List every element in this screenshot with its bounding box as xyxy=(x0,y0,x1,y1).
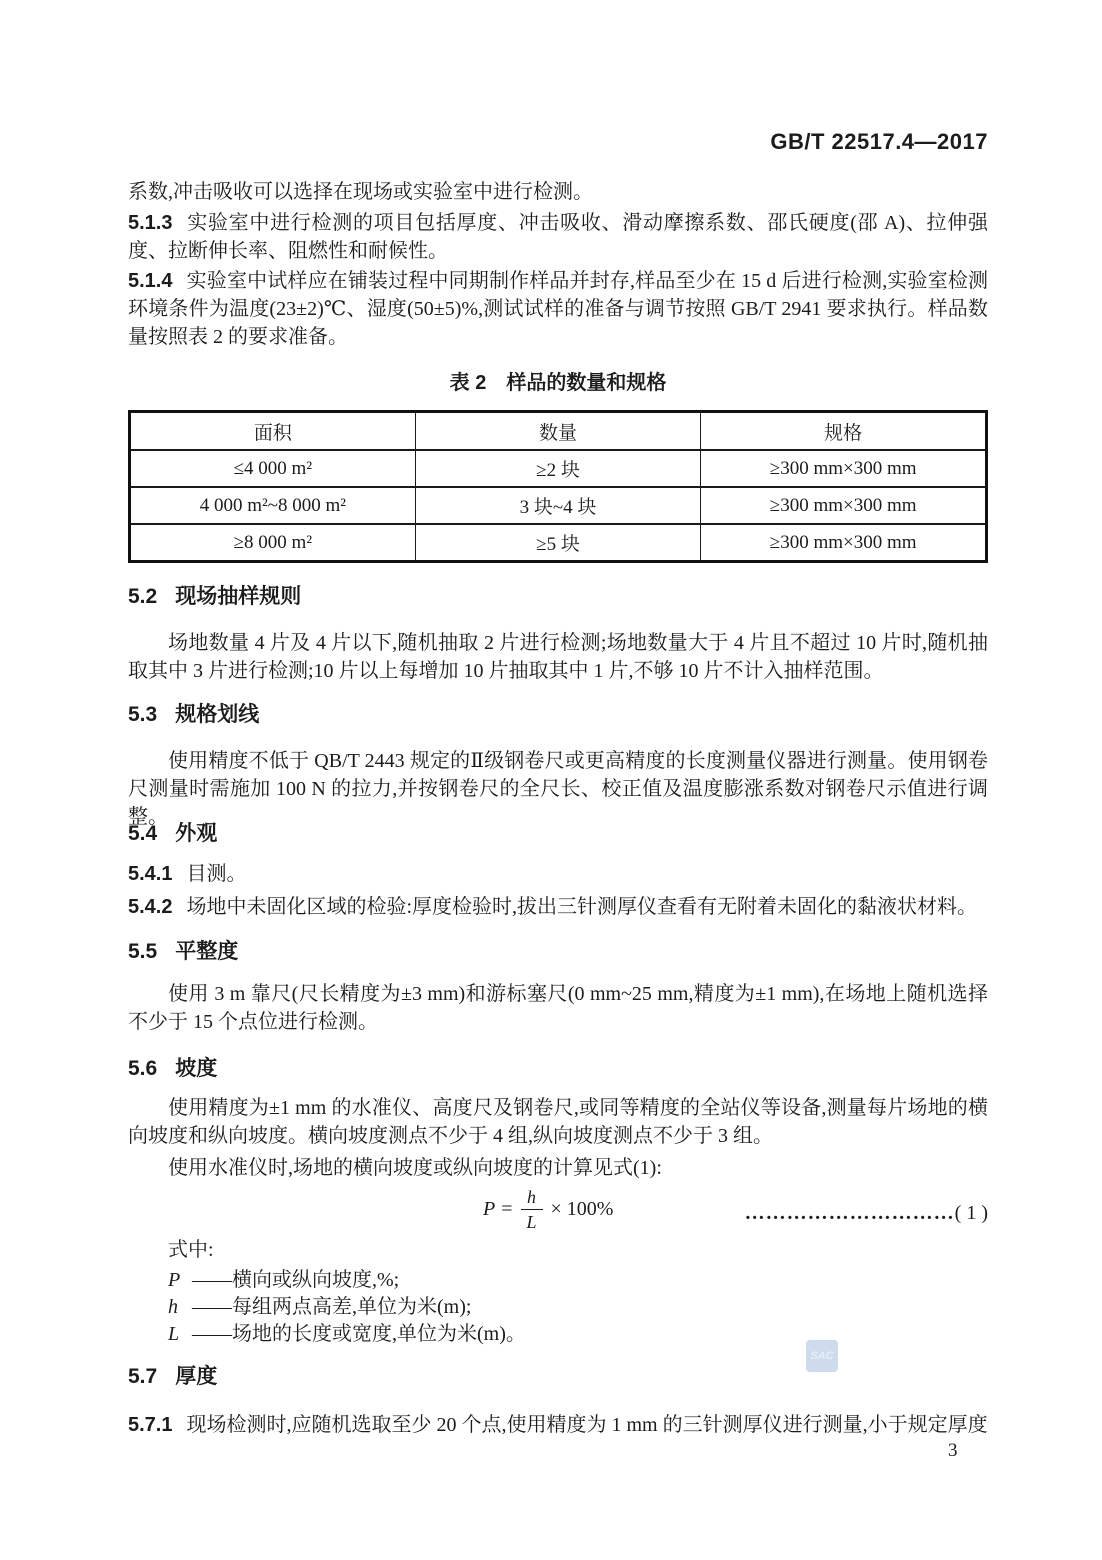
definition-text: ——横向或纵向坡度,%; xyxy=(192,1269,400,1291)
clause-text: 实验室中试样应在铺装过程中同期制作样品并封存,样品至少在 15 d 后进行检测,实验室检测环境条件为温度(23±2)℃、湿度(50±5)%,测试试样的准备与调节按照 GB/T 2941 要求执行。样品数量按照表 2 的要求准备。 xyxy=(128,270,988,348)
definition-text: ——每组两点高差,单位为米(m); xyxy=(192,1296,472,1318)
clause-number: 5.7.1 xyxy=(128,1414,173,1436)
clause-5-4-2 xyxy=(128,893,988,921)
definition-l xyxy=(128,1320,1028,1348)
section-title: 平整度 xyxy=(175,940,239,963)
clause-5-1-3 xyxy=(128,209,988,265)
section-5-6-paragraph-1: 使用精度为±1 mm 的水准仪、高度尺及钢卷尺,或同等精度的全站仪等设备,测量每片场地的横向坡度和纵向坡度。横向坡度测点不少于 4 组,纵向坡度测点不少于 3 组。 xyxy=(128,1097,988,1147)
table-cell: ≥300 mm×300 mm xyxy=(701,487,987,524)
section-title: 坡度 xyxy=(175,1057,218,1080)
clause-number: 5.1.4 xyxy=(128,270,173,292)
section-title: 厚度 xyxy=(175,1365,218,1388)
section-number: 5.5 xyxy=(128,940,158,963)
clause-text: 目测。 xyxy=(186,863,247,885)
table-2-sample-quantity xyxy=(128,410,988,563)
formula-reference xyxy=(745,1202,988,1225)
clause-text: 场地中未固化区域的检验:厚度检验时,拔出三针测厚仪查看有无附着未固化的黏液状材料。 xyxy=(186,896,978,918)
section-heading-5-7 xyxy=(128,1365,988,1389)
table-row xyxy=(130,524,987,562)
table-header-row xyxy=(130,412,987,451)
symbol-h: h xyxy=(168,1296,178,1318)
clause-number: 5.4.2 xyxy=(128,896,173,918)
formula-var-l: L xyxy=(526,1212,537,1232)
section-title: 现场抽样规则 xyxy=(175,585,302,608)
symbol-p: P xyxy=(168,1269,181,1291)
table-cell: ≥5 块 xyxy=(415,524,701,562)
table-cell: ≥8 000 m² xyxy=(130,524,416,562)
sac-watermark: SAC xyxy=(806,1340,838,1372)
formula-var-h: h xyxy=(527,1187,536,1207)
paragraph-continuation: 系数,冲击吸收可以选择在现场或实验室中进行检测。 xyxy=(128,181,593,203)
section-5-6-paragraph-2: 使用水准仪时,场地的横向坡度或纵向坡度的计算见式(1): xyxy=(168,1157,662,1179)
table-header-area: 面积 xyxy=(130,412,416,451)
section-number: 5.7 xyxy=(128,1365,158,1388)
formula-var-p: P xyxy=(483,1198,496,1220)
clause-5-7-1 xyxy=(128,1411,988,1439)
where-clause-intro: 式中: xyxy=(168,1239,214,1261)
section-heading-5-6 xyxy=(128,1057,988,1081)
page-number: 3 xyxy=(948,1440,958,1461)
section-title: 规格划线 xyxy=(175,703,260,726)
symbol-l: L xyxy=(168,1323,180,1345)
table-row xyxy=(130,450,987,487)
table-header-spec: 规格 xyxy=(701,412,987,451)
clause-5-1-4 xyxy=(128,267,988,351)
standard-number-header: GB/T 22517.4—2017 xyxy=(770,129,988,154)
definition-text: ——场地的长度或宽度,单位为米(m)。 xyxy=(192,1323,526,1345)
equation-number: ( 1 ) xyxy=(954,1202,988,1224)
section-number: 5.6 xyxy=(128,1057,158,1080)
definition-h xyxy=(128,1293,1028,1321)
equals-sign: = xyxy=(501,1198,513,1220)
fraction xyxy=(521,1188,543,1231)
section-number: 5.4 xyxy=(128,822,158,845)
table-cell: 3 块~4 块 xyxy=(415,487,701,524)
table-cell: 4 000 m²~8 000 m² xyxy=(130,487,416,524)
clause-text: 实验室中进行检测的项目包括厚度、冲击吸收、滑动摩擦系数、邵氏硬度(邵 A)、拉伸强度、拉断伸长率、阻燃性和耐候性。 xyxy=(128,212,988,262)
table-cell: ≥2 块 xyxy=(415,450,701,487)
dotted-leader: ………………………… xyxy=(744,1202,955,1224)
section-5-5-paragraph: 使用 3 m 靠尺(尺长精度为±3 mm)和游标塞尺(0 mm~25 mm,精度为±1 mm),在场地上随机选择不少于 15 个点位进行检测。 xyxy=(128,983,988,1033)
formula-suffix: × 100% xyxy=(550,1198,614,1220)
section-heading-5-5 xyxy=(128,940,988,964)
table-caption: 表 2 样品的数量和规格 xyxy=(449,372,667,394)
clause-text: 现场检测时,应随机选取至少 20 个点,使用精度为 1 mm 的三针测厚仪进行测量,小于规定厚度 xyxy=(186,1414,988,1436)
clause-number: 5.4.1 xyxy=(128,863,173,885)
section-heading-5-4 xyxy=(128,822,988,846)
section-heading-5-2 xyxy=(128,585,988,609)
table-cell: ≤4 000 m² xyxy=(130,450,416,487)
table-cell: ≥300 mm×300 mm xyxy=(701,450,987,487)
clause-number: 5.1.3 xyxy=(128,212,173,234)
section-heading-5-3 xyxy=(128,703,988,727)
table-row xyxy=(130,487,987,524)
section-number: 5.3 xyxy=(128,703,158,726)
section-number: 5.2 xyxy=(128,585,158,608)
table-cell: ≥300 mm×300 mm xyxy=(701,524,987,562)
definition-p xyxy=(128,1266,1028,1294)
section-5-2-paragraph: 场地数量 4 片及 4 片以下,随机抽取 2 片进行检测;场地数量大于 4 片且不超过 10 片时,随机抽取其中 3 片进行检测;10 片以上每增加 10 片抽取其中 1 片,不够 10 片不计入抽样范围。 xyxy=(128,632,988,682)
section-title: 外观 xyxy=(175,822,218,845)
formula-expression xyxy=(483,1188,613,1231)
section-5-3-paragraph: 使用精度不低于 QB/T 2443 规定的Ⅱ级钢卷尺或更高精度的长度测量仪器进行测量。使用钢卷尺测量时需施加 100 N 的拉力,并按钢卷尺的全尺长、校正值及温度膨涨系数对钢卷尺示值进行调整。 xyxy=(128,750,988,828)
table-header-quantity: 数量 xyxy=(415,412,701,451)
clause-5-4-1 xyxy=(128,860,988,888)
